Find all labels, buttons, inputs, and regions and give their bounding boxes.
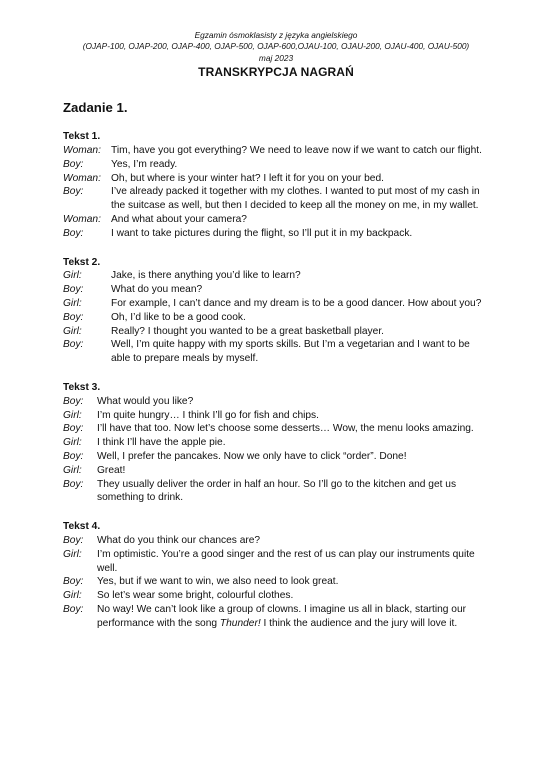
dialogue-line [63,311,489,325]
speaker-label: Boy: [63,534,84,546]
dialogue-line [63,478,489,506]
section-heading: Tekst 4. [63,521,101,533]
dialogue-line [63,269,489,283]
exam-codes: (OJAP-100, OJAP-200, OJAP-400, OJAP-500, OJAP-600,OJAU-100, OJAU-200, OJAU-400, OJAU-500) [82,41,470,52]
task-heading: Zadanie 1. [63,100,128,116]
dialogue-text: What do you think our chances are? [97,534,261,546]
dialogue-text: Yes, I’m ready. [111,158,178,170]
dialogue-line [63,158,489,172]
dialogue-line [63,603,489,631]
speaker-label: Girl: [63,464,82,476]
speaker-label: Boy: [63,450,84,462]
dialogue-text: Oh, but where is your winter hat? I left it for you on your bed. [111,172,384,184]
dialogue-text: Great! [97,464,126,476]
dialogue-text: Really? I thought you wanted to be a great basketball player. [111,325,384,337]
dialogue-text: Yes, but if we want to win, we also need to look great. [97,576,339,588]
document-title: TRANSKRYPCJA NAGRAŃ [198,65,354,80]
speaker-label: Boy: [63,158,84,170]
speaker-label: Girl: [63,409,82,421]
exam-name: Egzamin ósmoklasisty z języka angielskiego [194,30,358,40]
dialogue-line [63,325,489,339]
speaker-label: Girl: [63,437,82,449]
dialogue-text: And what about your camera? [111,214,247,225]
speaker-label: Boy: [63,576,84,588]
dialogue-text: I think I’ll have the apple pie. [97,437,226,449]
transcript-section [63,256,489,366]
dialogue-text: I’m quite hungry… I think I’ll go for fish and chips. [97,409,319,421]
dialogue-text: I’ll have that too. Now let’s choose some desserts… Wow, the menu looks amazing. [97,423,474,435]
speaker-label: Boy: [63,478,84,490]
section-heading: Tekst 2. [63,256,101,268]
dialogue-text-part: I think the audience and the jury will love it. [260,617,458,629]
dialogue-line [63,589,489,603]
exam-date: maj 2023 [258,52,294,63]
dialogue-text: Jake, is there anything you’d like to learn? [111,270,301,282]
speaker-label: Boy: [63,423,84,435]
speaker-label: Boy: [63,311,84,323]
dialogue-line [63,185,489,213]
transcript-texts [63,130,489,630]
transcript-section [63,520,489,630]
dialogue-line [63,213,489,227]
speaker-label: Girl: [63,325,82,337]
dialogue-text: What do you mean? [111,284,203,296]
speaker-label: Woman: [63,172,101,184]
speaker-label: Boy: [63,227,84,239]
dialogue-text-part: No way! We can’t look like a group of clowns. I imagine us all in black, starting our performance with the song [97,603,466,629]
dialogue-text: Oh, I’d like to be a good cook. [111,311,246,323]
dialogue-line [63,575,489,589]
dialogue-text: Well, I’m quite happy with my sports skills. But I’m a vegetarian and I want to be able to prepare meals by myself. [111,339,470,365]
dialogue-line [63,548,489,576]
dialogue-line [63,227,489,241]
dialogue-text: I want to take pictures during the flight, so I’ll put it in my backpack. [111,227,413,239]
dialogue-line [63,297,489,311]
exam-header [63,30,489,64]
dialogue-line [63,338,489,366]
section-heading: Tekst 3. [63,381,101,393]
speaker-label: Boy: [63,395,84,407]
transcript-section [63,130,489,240]
dialogue-text: What would you like? [97,395,194,407]
dialogue-line [63,422,489,436]
song-title: Thunder! [219,617,261,629]
dialogue-line [63,144,489,158]
dialogue-text: Well, I prefer the pancakes. Now we only have to click “order”. Done! [97,450,407,462]
dialogue-line [63,450,489,464]
speaker-label: Boy: [63,186,84,198]
transcript-section [63,381,489,505]
dialogue-text: They usually deliver the order in half an hour. So I’ll go to the kitchen and get us something to drink. [97,478,457,504]
dialogue-line [63,395,489,409]
dialogue-text: So let’s wear some bright, colourful clothes. [97,590,294,602]
dialogue-text: I’m optimistic. You’re a good singer and the rest of us can play our instruments quite well. [97,548,475,574]
dialogue-text: Tim, have you got everything? We need to leave now if we want to catch our flight. [111,145,482,157]
dialogue-text: For example, I can’t dance and my dream is to be a good dancer. How about you? [111,297,482,309]
dialogue-line [63,534,489,548]
speaker-label: Boy: [63,603,84,615]
dialogue-line [63,436,489,450]
dialogue-line [63,409,489,423]
dialogue-line [63,172,489,186]
speaker-label: Woman: [63,145,101,157]
speaker-label: Girl: [63,297,82,309]
dialogue-text [97,603,489,631]
dialogue-line [63,283,489,297]
speaker-label: Girl: [63,590,82,602]
dialogue-text: I’ve already packed it together with my clothes. I wanted to put most of my cash in the suitcase as well, but then I decided to keep all the money on me, in my wallet. [111,186,480,212]
dialogue-line [63,464,489,478]
speaker-label: Girl: [63,270,82,282]
speaker-label: Boy: [63,339,84,351]
speaker-label: Woman: [63,214,101,225]
speaker-label: Boy: [63,284,84,296]
speaker-label: Girl: [63,548,82,560]
section-heading: Tekst 1. [63,131,101,143]
